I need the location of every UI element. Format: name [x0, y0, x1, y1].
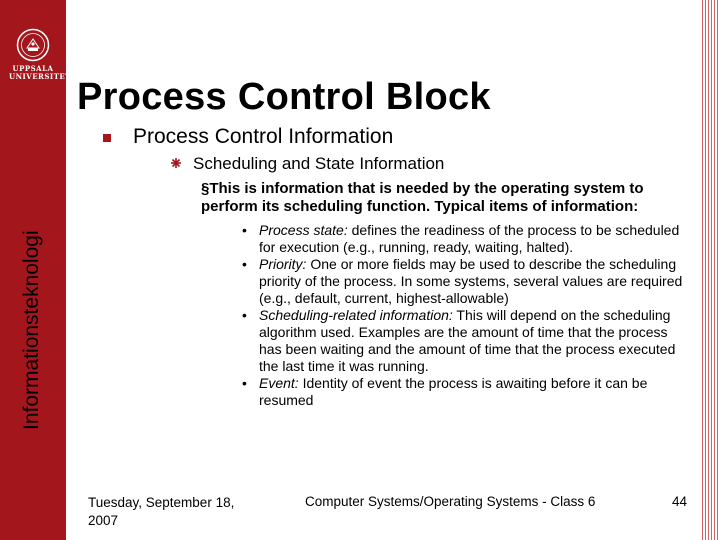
bullet-level3-text: This is information that is needed by the operating system to perform its scheduling function. Typical items of information:: [201, 180, 644, 215]
slide-title: Process Control Block: [77, 76, 491, 118]
footer-date: Tuesday, September 18, 2007: [88, 495, 235, 528]
square-bullet-icon: [103, 134, 111, 142]
logo-text-line1: UPPSALA: [12, 64, 54, 73]
item-text: Identity of event the process is awaiting before it can be resumed: [259, 375, 648, 408]
university-logo: [9, 28, 71, 81]
dot-bullet-icon: •: [242, 256, 247, 272]
item-text: One or more fields may be used to describe the scheduling priority of the process. In some systems, several values are required (e.g., default, current, highest-allowable): [259, 256, 683, 306]
university-seal-icon: [16, 28, 50, 62]
bullet-level1-text: Process Control Information: [133, 125, 394, 148]
sidebar-vertical-label: Informationsteknologi: [20, 230, 43, 430]
bullet-level2: [193, 154, 444, 174]
list-item: [242, 375, 690, 409]
logo-text-line2: UNIVERSITET: [9, 72, 71, 81]
page-number: 44: [672, 494, 688, 509]
dot-bullet-icon: •: [242, 375, 247, 391]
bullet-level2-text: Scheduling and State Information: [193, 154, 445, 173]
item-term: Priority:: [259, 256, 307, 272]
bullet-level3: [201, 180, 701, 216]
footer-course: Computer Systems/Operating Systems - Class 6: [305, 494, 596, 509]
dot-bullet-icon: •: [242, 307, 247, 323]
item-text: This will depend on the scheduling algorithm used. Examples are the amount of time that the process has been waiting and the amount of time that the process executed the last time it was running.: [259, 307, 676, 374]
dot-bullet-icon: •: [242, 222, 247, 238]
list-item: [242, 222, 690, 256]
info-item-list: [242, 222, 690, 409]
item-term: Scheduling-related information:: [259, 307, 453, 323]
list-item: [242, 307, 690, 375]
list-item: [242, 256, 690, 307]
item-text: defines the readiness of the process to be scheduled for execution (e.g., running, ready, waiting, halted).: [259, 222, 680, 255]
item-term: Event:: [259, 375, 299, 391]
asterisk-bullet-icon: [171, 158, 181, 168]
right-striped-border: [702, 0, 720, 540]
section-marker: §: [201, 180, 210, 197]
bullet-level1: [133, 125, 393, 149]
item-term: Process state:: [259, 222, 348, 238]
